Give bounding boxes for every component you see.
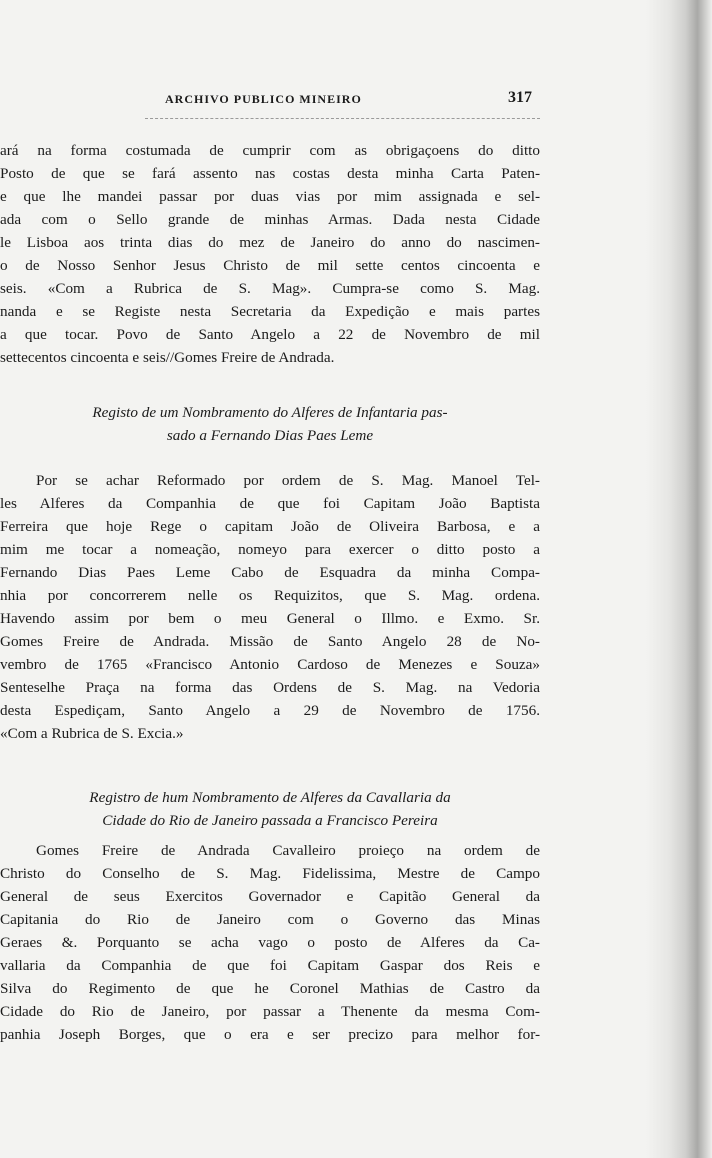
text-line: Gomes Freire de Andrada. Missão de Santo Angelo 28 de No- (0, 633, 540, 650)
text-line: Geraes &. Porquanto se acha vago o posto de Alferes da Ca- (0, 934, 540, 951)
text-line: Senteselhe Praça na forma das Ordens de S. Mag. na Vedoria (0, 679, 540, 696)
text-line: settecentos cincoenta e seis//Gomes Freire de Andrada. (0, 349, 335, 366)
text-line: seis. «Com a Rubrica de S. Mag». Cumpra-se como S. Mag. (0, 280, 540, 297)
text-line: General de seus Exercitos Governador e Capitão General da (0, 888, 540, 905)
text-line: le Lisboa aos trinta dias do mez de Janeiro do anno do nascimen- (0, 234, 540, 251)
section-heading-registo-alferes-infantaria (0, 401, 540, 447)
text-line: «Com a Rubrica de S. Excia.» (0, 725, 184, 742)
text-line: Christo do Conselho de S. Mag. Fidelissima, Mestre de Campo (0, 865, 540, 882)
page-number: 317 (508, 89, 532, 106)
section-heading-registro-alferes-cavallaria (0, 786, 540, 832)
heading-line: Registro de hum Nombramento de Alferes da Cavallaria da (89, 789, 451, 806)
book-gutter-shadow (646, 0, 712, 1158)
paragraph-nombramento-fernando (0, 469, 540, 745)
text-line: Cidade do Rio de Janeiro, por passar a Thenente da mesma Com- (0, 1003, 540, 1020)
heading-line: Cidade do Rio de Janeiro passada a Francisco Pereira (102, 812, 438, 829)
text-line: Ferreira que hoje Rege o capitam João de Oliveira Barbosa, e a (0, 518, 540, 535)
text-line: e que lhe mandei passar por duas vias por mim assignada e sel- (0, 188, 540, 205)
text-line: Fernando Dias Paes Leme Cabo de Esquadra da minha Compa- (0, 564, 540, 581)
text-line: Havendo assim por bem o meu General o Illmo. e Exmo. Sr. (0, 610, 540, 627)
text-line: desta Espediçam, Santo Angelo a 29 de Novembro de 1756. (0, 702, 540, 719)
text-line: mim me tocar a nomeação, nomeyo para exercer o ditto posto a (0, 541, 540, 558)
text-line: a que tocar. Povo de Santo Angelo a 22 de Novembro de mil (0, 326, 540, 343)
paragraph-nombramento-francisco (0, 839, 540, 1046)
text-line: Posto de que se fará assento nas costas desta minha Carta Paten- (0, 165, 540, 182)
text-line: Gomes Freire de Andrada Cavalleiro proieço na ordem de (36, 842, 540, 859)
header-title: ARCHIVO PUBLICO MINEIRO (165, 92, 362, 106)
text-line: ará na forma costumada de cumprir com as obrigaçoens do ditto (0, 142, 540, 159)
text-line: Capitania do Rio de Janeiro com o Governo das Minas (0, 911, 540, 928)
heading-line: Registo de um Nombramento do Alferes de Infantaria pas- (92, 404, 448, 421)
text-line: o de Nosso Senhor Jesus Christo de mil sette centos cincoenta e (0, 257, 540, 274)
heading-line: sado a Fernando Dias Paes Leme (166, 427, 374, 444)
paragraph-continuation (0, 139, 540, 369)
text-line: nhia por concorrerem nelle os Requizitos, que S. Mag. ordena. (0, 587, 540, 604)
text-line: Por se achar Reformado por ordem de S. Mag. Manoel Tel- (36, 472, 540, 489)
text-line: vembro de 1765 «Francisco Antonio Cardoso de Menezes e Souza» (0, 656, 540, 673)
header-rule (145, 118, 540, 119)
text-line: vallaria da Companhia de que foi Capitam Gaspar dos Reis e (0, 957, 540, 974)
text-line: nanda e se Registe nesta Secretaria da Expedição e mais partes (0, 303, 540, 320)
text-line: Silva do Regimento de que he Coronel Mathias de Castro da (0, 980, 540, 997)
running-header (150, 89, 540, 112)
text-line: ada com o Sello grande de minhas Armas. Dada nesta Cidade (0, 211, 540, 228)
text-line: panhia Joseph Borges, que o era e ser precizo para melhor for- (0, 1026, 540, 1043)
text-line: les Alferes da Companhia de que foi Capitam João Baptista (0, 495, 540, 512)
